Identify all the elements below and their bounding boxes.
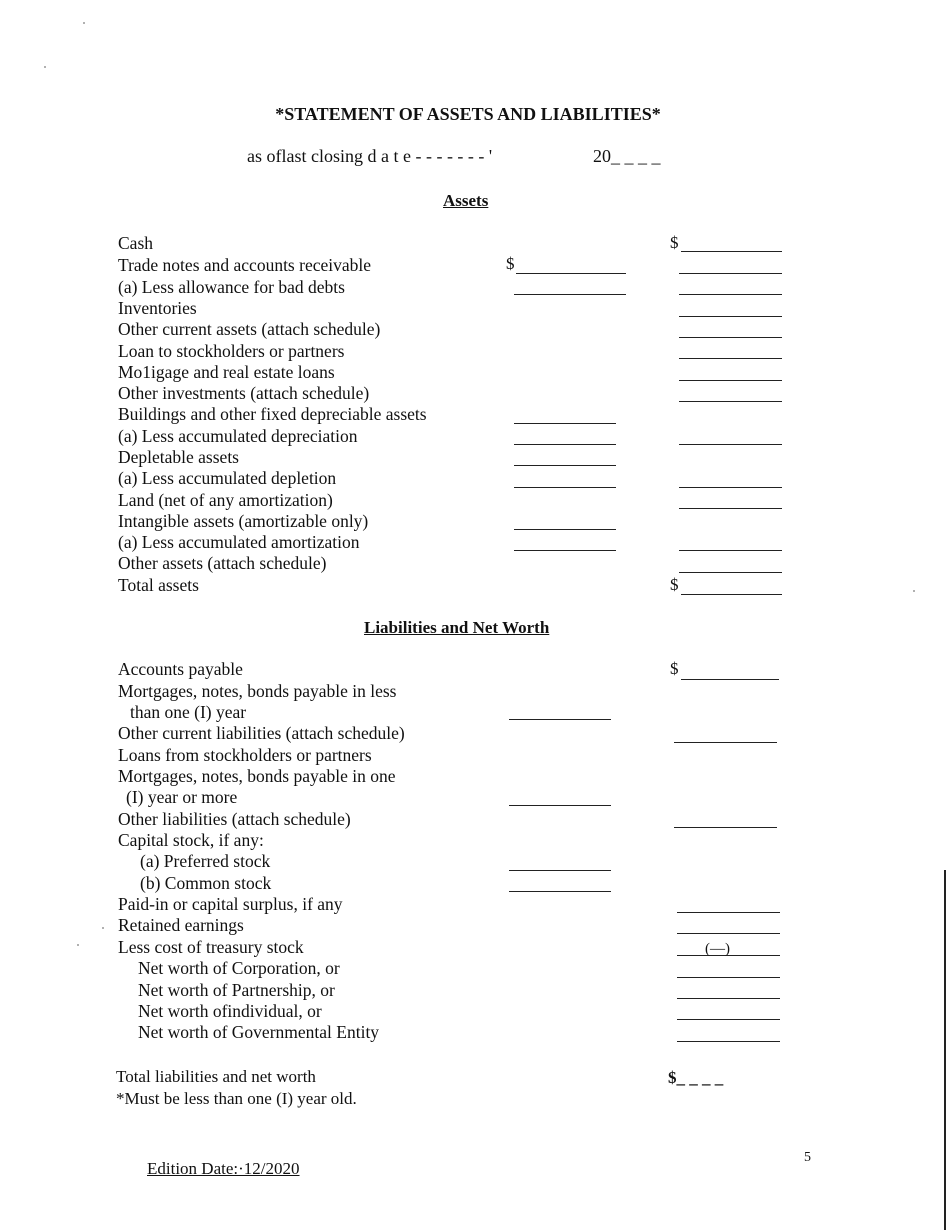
treasury-stock-parentheses: (—)	[705, 941, 730, 957]
liab-row-net-worth-individual: Net worth ofindividual, or	[138, 1001, 322, 1021]
liab-row-long-mortgages-cont: (I) year or more	[126, 787, 238, 807]
total-liabilities-label: Total liabilities and net worth	[116, 1067, 316, 1086]
scan-speck	[83, 22, 85, 24]
liabilities-heading: Liabilities and Net Worth	[364, 618, 550, 637]
asset-row-mortgage-loans: Mo1igage and real estate loans	[118, 362, 335, 382]
edition-date: Edition Date:·12/2020	[147, 1159, 300, 1178]
liab-row-net-worth-partnership: Net worth of Partnership, or	[138, 980, 335, 1000]
liab-row-capital-stock: Capital stock, if any:	[118, 830, 264, 850]
asset-row-bad-debts: (a) Less allowance for bad debts	[118, 277, 345, 297]
mortgage-loans-blank[interactable]	[679, 358, 782, 359]
liab-row-long-mortgages: Mortgages, notes, bonds payable in one	[118, 766, 396, 786]
asset-row-land: Land (net of any amortization)	[118, 490, 333, 510]
statement-title: *STATEMENT OF ASSETS AND LIABILITIES*	[275, 104, 661, 124]
scan-speck	[102, 927, 104, 929]
scan-speck	[44, 66, 46, 68]
asset-row-buildings: Buildings and other fixed depreciable assets	[118, 404, 427, 424]
loan-stockholders-blank[interactable]	[679, 337, 782, 338]
receivables-blank[interactable]	[516, 273, 626, 274]
buildings-net-blank[interactable]	[679, 401, 782, 402]
asset-row-total: Total assets	[118, 575, 199, 595]
depletable-net-blank[interactable]	[679, 444, 782, 445]
liab-row-other-current: Other current liabilities (attach schedule)	[118, 723, 405, 743]
liab-row-treasury-stock: Less cost of treasury stock	[118, 937, 304, 957]
intangible-net-blank[interactable]	[679, 508, 782, 509]
net-worth-individual-blank[interactable]	[677, 1019, 780, 1020]
cash-dollar-sign: $	[670, 233, 679, 252]
short-mortgages-blank[interactable]	[509, 719, 611, 720]
land-blank[interactable]	[679, 487, 782, 488]
asset-row-other-investments: Other investments (attach schedule)	[118, 383, 370, 403]
liab-row-short-mortgages-cont: than one (I) year	[130, 702, 247, 722]
asset-row-other-assets: Other assets (attach schedule)	[118, 553, 327, 573]
assets-heading: Assets	[443, 191, 489, 210]
total-liabilities-value[interactable]: $_ _ _ _	[668, 1068, 724, 1087]
current-liabilities-blank[interactable]	[674, 742, 777, 743]
scan-speck	[77, 944, 79, 946]
other-assets-blank[interactable]	[679, 550, 782, 551]
receivables-dollar-sign: $	[506, 254, 515, 273]
liab-row-common-stock: (b) Common stock	[140, 873, 272, 893]
preferred-stock-blank[interactable]	[509, 870, 611, 871]
liab-row-loans-stockholders: Loans from stockholders or partners	[118, 745, 372, 765]
total-assets-overline	[679, 572, 782, 573]
depletable-blank[interactable]	[514, 465, 616, 466]
paid-in-surplus-blank[interactable]	[677, 912, 780, 913]
page-number: 5	[804, 1150, 811, 1165]
asset-row-other-current: Other current assets (attach schedule)	[118, 319, 381, 339]
asset-row-loan-stockholders: Loan to stockholders or partners	[118, 341, 345, 361]
asset-row-inventories: Inventories	[118, 298, 197, 318]
asset-row-amortization: (a) Less accumulated amortization	[118, 532, 360, 552]
liab-row-retained-earnings: Retained earnings	[118, 915, 244, 935]
liab-row-net-worth-government: Net worth of Governmental Entity	[138, 1022, 380, 1042]
accounts-payable-dollar-sign: $	[670, 659, 679, 678]
asset-row-depletion: (a) Less accumulated depletion	[118, 468, 337, 488]
cash-blank[interactable]	[681, 251, 782, 252]
depletion-blank[interactable]	[514, 487, 616, 488]
common-stock-blank[interactable]	[509, 891, 611, 892]
liab-row-net-worth-corporation: Net worth of Corporation, or	[138, 958, 340, 978]
net-worth-corporation-blank[interactable]	[677, 977, 780, 978]
closing-date-line: as oflast closing d a t e - - - - - - - '	[247, 146, 493, 166]
retained-earnings-blank[interactable]	[677, 933, 780, 934]
other-current-blank[interactable]	[679, 316, 782, 317]
other-investments-blank[interactable]	[679, 380, 782, 381]
receivables-net-blank[interactable]	[679, 273, 782, 274]
liab-row-paid-in-surplus: Paid-in or capital surplus, if any	[118, 894, 343, 914]
total-assets-blank[interactable]	[681, 594, 782, 595]
bad-debts-blank[interactable]	[514, 294, 626, 295]
net-worth-partnership-blank[interactable]	[677, 998, 780, 999]
amortization-blank[interactable]	[514, 550, 616, 551]
asset-row-depletable: Depletable assets	[118, 447, 239, 467]
other-liabilities-blank[interactable]	[674, 827, 777, 828]
buildings-blank[interactable]	[514, 423, 616, 424]
net-worth-government-blank[interactable]	[677, 1041, 780, 1042]
liab-row-other-liabilities: Other liabilities (attach schedule)	[118, 809, 351, 829]
year-field: 20_ _ _ _	[593, 146, 661, 166]
accounts-payable-blank[interactable]	[681, 679, 779, 680]
liab-row-short-mortgages: Mortgages, notes, bonds payable in less	[118, 681, 397, 701]
long-mortgages-blank[interactable]	[509, 805, 611, 806]
validity-note: *Must be less than one (I) year old.	[116, 1089, 357, 1108]
asset-row-intangible: Intangible assets (amortizable only)	[118, 511, 369, 531]
scan-speck	[913, 590, 915, 592]
asset-row-receivables: Trade notes and accounts receivable	[118, 255, 372, 275]
liab-row-preferred-stock: (a) Preferred stock	[140, 851, 271, 871]
asset-row-depreciation: (a) Less accumulated depreciation	[118, 426, 358, 446]
liab-row-accounts-payable: Accounts payable	[118, 659, 243, 679]
total-assets-dollar-sign: $	[670, 575, 679, 594]
intangible-blank[interactable]	[514, 529, 616, 530]
asset-row-cash: Cash	[118, 233, 153, 253]
depreciation-blank[interactable]	[514, 444, 616, 445]
inventories-blank[interactable]	[679, 294, 782, 295]
scan-edge-line	[944, 870, 946, 1230]
